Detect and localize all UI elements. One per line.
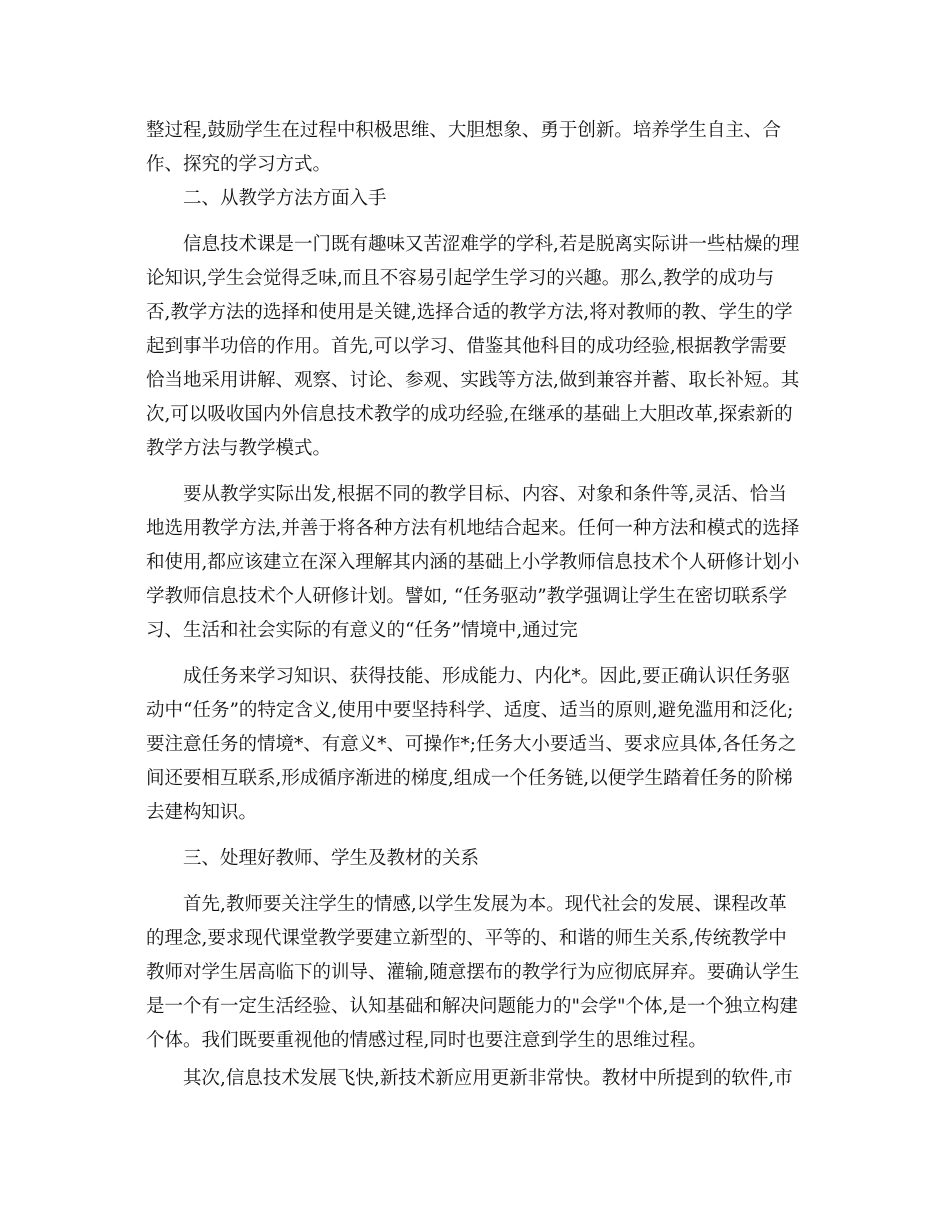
text-line: 去建构知识。 — [146, 802, 258, 823]
text-line: 要注意任务的情境*、有意义*、可操作*;任务大小要适当、要求应具体,各任务之 — [146, 734, 797, 755]
text-line: 间还要相互联系,形成循序渐进的梯度,组成一个任务链,以便学生踏着任务的阶梯 — [146, 768, 793, 789]
text-line: 作、探究的学习方式。 — [146, 154, 332, 175]
text-line: 和使用,都应该建立在深入理解其内涵的基础上小学教师信息技术个人研修计划小 — [146, 552, 800, 573]
text-line: 要从教学实际出发,根据不同的教学目标、内容、对象和条件等,灵活、恰当 — [183, 484, 787, 505]
text-line: 动中“任务”的特定含义,使用中要坚持科学、适度、适当的原则,避免滥用和泛化; — [146, 700, 794, 721]
text-line: 整过程,鼓励学生在过程中积极思维、大胆想象、勇于创新。培养学生自主、合 — [146, 120, 781, 141]
text-line: 地选用教学方法,并善于将各种方法有机地结合起来。任何一种方法和模式的选择 — [146, 518, 800, 539]
text-line: 否,教学方法的选择和使用是关键,选择合适的教学方法,将对教师的教、学生的学 — [146, 302, 793, 323]
text-line: 学教师信息技术个人研修计划。譬如, “任务驱动”教学强调让学生在密切联系学 — [146, 586, 788, 607]
section-heading: 三、处理好教师、学生及教材的关系 — [183, 848, 480, 869]
text-line: 次,可以吸收国内外信息技术教学的成功经验,在继承的基础上大胆改革,探索新的 — [146, 404, 793, 425]
text-line: 习、生活和社会实际的有意义的“任务”情境中,通过完 — [146, 620, 578, 641]
text-line: 个体。我们既要重视他的情感过程,同时也要注意到学生的思维过程。 — [146, 1030, 707, 1051]
text-line: 其次,信息技术发展飞快,新技术新应用更新非常快。教材中所提到的软件,市 — [183, 1068, 793, 1089]
section-heading: 二、从教学方法方面入手 — [183, 188, 387, 209]
text-line: 是一个有一定生活经验、认知基础和解决问题能力的"会学"个体,是一个独立构建 — [146, 996, 798, 1017]
text-line: 恰当地采用讲解、观察、讨论、参观、实践等方法,做到兼容并蓄、取长补短。其 — [146, 370, 800, 391]
text-line: 论知识,学生会觉得乏味,而且不容易引起学生学习的兴趣。那么,教学的成功与 — [146, 268, 775, 289]
text-line: 起到事半功倍的作用。首先,可以学习、借鉴其他科目的成功经验,根据教学需要 — [146, 336, 787, 357]
text-line: 的理念,要求现代课堂教学要建立新型的、平等的、和谐的师生关系,传统教学中 — [146, 928, 787, 949]
text-line: 成任务来学习知识、获得技能、形成能力、内化*。因此,要正确认识任务驱 — [183, 666, 791, 687]
text-line: 教师对学生居高临下的训导、灌输,随意摆布的教学行为应彻底屏弃。要确认学生 — [146, 962, 800, 983]
text-line: 教学方法与教学模式。 — [146, 438, 332, 459]
text-line: 首先,教师要关注学生的情感,以学生发展为本。现代社会的发展、课程改革 — [183, 894, 787, 915]
text-line: 信息技术课是一门既有趣味又苦涩难学的学科,若是脱离实际讲一些枯燥的理 — [183, 234, 800, 255]
